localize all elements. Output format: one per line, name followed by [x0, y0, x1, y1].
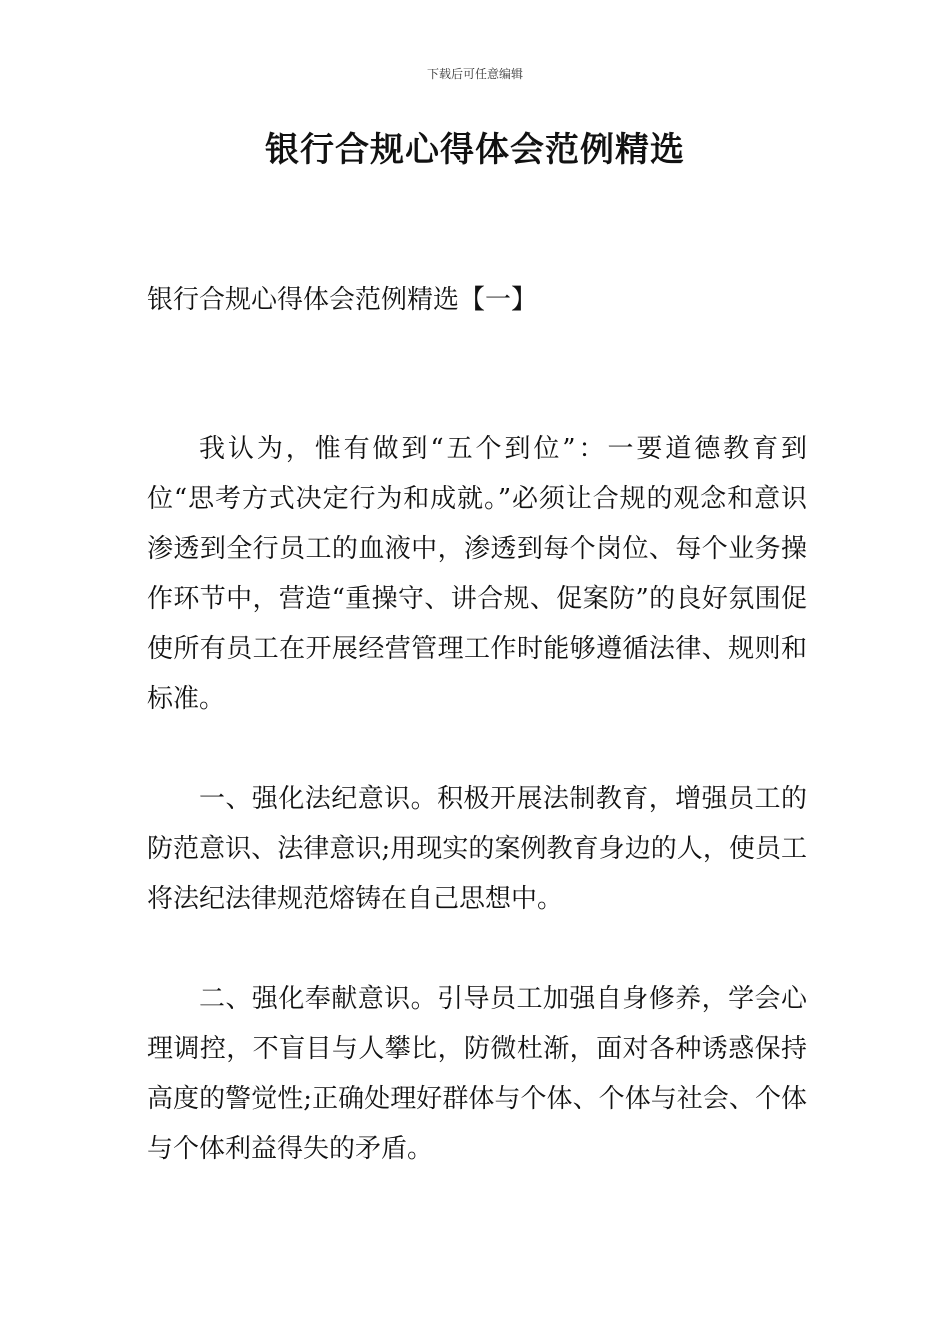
document-title: 银行合规心得体会范例精选 [265, 130, 685, 170]
section-heading: 银行合规心得体会范例精选【一】 [147, 285, 538, 315]
paragraph-point-one: 一、强化法纪意识。积极开展法制教育，增强员工的防范意识、法律意识;用现实的案例教育身边的人，使员工将法纪法律规范熔铸在自己思想中。 [147, 784, 807, 914]
header-note: 下载后可任意编辑 [426, 67, 523, 81]
paragraph-intro: 我认为，惟有做到“五个到位”：一要道德教育到位“思考方式决定行为和成就。”必须让合规的观念和意识渗透到全行员工的血液中，渗透到每个岗位、每个业务操作环节中，营造“重操守、讲合规、促案防”的良好氛围促使所有员工在开展经营管理工作时能够遵循法律、规则和标准。 [147, 434, 807, 714]
paragraph-point-two: 二、强化奉献意识。引导员工加强自身修养，学会心理调控，不盲目与人攀比，防微杜渐，面对各种诱惑保持高度的警觉性;正确处理好群体与个体、个体与社会、个体与个体利益得失的矛盾。 [147, 984, 807, 1164]
